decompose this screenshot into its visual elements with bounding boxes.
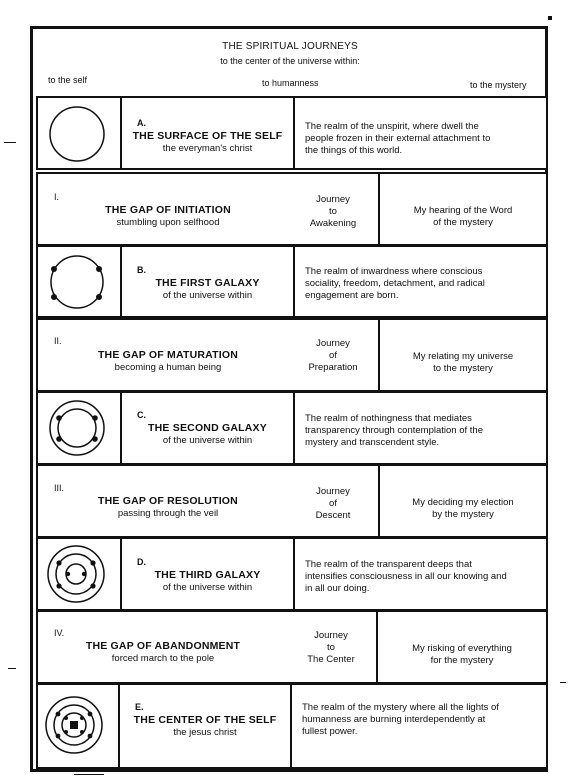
desc-line: fullest power. xyxy=(302,726,358,737)
gap-3-box xyxy=(36,464,380,538)
level-title: THE SECOND GALAXY xyxy=(148,422,267,434)
gap-1-box xyxy=(36,172,380,246)
desc-line: intensifies consciousness in all our knowing and xyxy=(305,571,507,582)
triple-ring-with-dots-icon xyxy=(38,539,120,609)
journey-label xyxy=(288,194,378,230)
gap-title: THE GAP OF INITIATION xyxy=(105,204,231,216)
ring-with-four-dots-icon xyxy=(38,247,120,316)
level-d-desc-box xyxy=(293,537,548,611)
aim-line: My hearing of the Word xyxy=(413,205,513,216)
level-subtitle: of the universe within xyxy=(162,290,253,301)
page-title: THE SPIRITUAL JOURNEYS xyxy=(222,41,358,52)
level-title: THE SURFACE OF THE SELF xyxy=(132,130,283,142)
gap-title: THE GAP OF RESOLUTION xyxy=(98,495,238,507)
gap-title: THE GAP OF ABANDONMENT xyxy=(85,640,241,652)
aim-line: My deciding my election xyxy=(412,497,514,508)
level-d-icon-box xyxy=(36,537,122,611)
desc-line: sociality, freedom, detachment, and radical xyxy=(305,278,485,289)
level-description xyxy=(305,559,538,595)
level-c-icon-box xyxy=(36,391,122,465)
level-title: THE THIRD GALAXY xyxy=(154,569,261,581)
level-letter: D. xyxy=(137,557,146,567)
journey-line: to xyxy=(329,206,337,217)
journey-line: Descent xyxy=(315,510,351,521)
level-description xyxy=(305,266,538,302)
journey-line: Awakening xyxy=(309,218,357,229)
aim-line: of the mystery xyxy=(433,217,493,228)
double-ring-with-dots-icon xyxy=(38,393,120,463)
level-subtitle: of the universe within xyxy=(162,582,253,593)
header-middle-label: to humanness xyxy=(262,78,319,88)
level-b-title-box xyxy=(120,245,295,318)
journey-line: of xyxy=(329,350,337,361)
journey-line: of xyxy=(329,498,337,509)
desc-line: The realm of inwardness where conscious xyxy=(305,266,483,277)
gap-numeral: III. xyxy=(54,483,65,493)
journey-label xyxy=(288,486,378,522)
level-a-title-box xyxy=(120,96,295,170)
journey-line: The Center xyxy=(307,654,355,665)
scan-speck xyxy=(548,16,552,20)
journey-label xyxy=(286,630,376,666)
level-subtitle: the jesus christ xyxy=(173,727,237,738)
header-right-label: to the mystery xyxy=(470,80,527,90)
gap-2-aim-box xyxy=(378,318,548,392)
scan-speck xyxy=(74,774,104,775)
level-c-desc-box xyxy=(293,391,548,465)
journey-line: Journey xyxy=(316,338,350,349)
level-b-desc-box xyxy=(293,245,548,318)
level-subtitle: the everyman's christ xyxy=(162,143,253,154)
scan-speck xyxy=(8,668,16,669)
journey-line: Journey xyxy=(316,194,350,205)
gap-aim xyxy=(378,643,546,667)
scan-speck xyxy=(4,142,16,143)
journey-line: Journey xyxy=(316,486,350,497)
single-ring-icon xyxy=(38,98,120,168)
aim-line: for the mystery xyxy=(430,655,494,666)
level-title: THE FIRST GALAXY xyxy=(155,277,260,289)
aim-line: to the mystery xyxy=(433,363,493,374)
gap-2-box xyxy=(36,318,380,392)
level-description xyxy=(302,702,538,738)
gap-subtitle: becoming a human being xyxy=(114,362,222,373)
gap-numeral: IV. xyxy=(54,628,65,638)
gap-3-aim-box xyxy=(378,464,548,538)
journey-line: Preparation xyxy=(308,362,358,373)
scan-speck xyxy=(560,682,566,683)
gap-aim xyxy=(380,497,546,521)
level-title: THE CENTER OF THE SELF xyxy=(133,714,277,726)
level-letter: E. xyxy=(135,702,144,712)
level-a-desc-box xyxy=(293,96,548,170)
desc-line: The realm of the mystery where all the lights of xyxy=(302,702,499,713)
gap-subtitle: stumbling upon selfhood xyxy=(116,217,220,228)
gap-4-box xyxy=(36,610,378,684)
concentric-center-icon xyxy=(38,685,118,767)
gap-aim xyxy=(380,351,546,375)
page-subtitle: to the center of the universe within: xyxy=(220,56,360,66)
gap-aim xyxy=(380,205,546,229)
journey-label xyxy=(288,338,378,374)
level-description xyxy=(305,121,538,157)
header-left-label: to the self xyxy=(48,75,88,85)
level-letter: C. xyxy=(137,410,146,420)
level-b-icon-box xyxy=(36,245,122,318)
desc-line: The realm of the transparent deeps that xyxy=(305,559,472,570)
desc-line: transparency through contemplation of the xyxy=(305,425,483,436)
desc-line: humanness are burning interdependently at xyxy=(302,714,486,725)
gap-subtitle: passing through the veil xyxy=(117,508,219,519)
aim-line: My risking of everything xyxy=(412,643,512,654)
aim-line: by the mystery xyxy=(432,509,494,520)
level-c-title-box xyxy=(120,391,295,465)
level-letter: B. xyxy=(137,265,146,275)
desc-line: people frozen in their external attachment to xyxy=(305,133,491,144)
level-a-icon-box xyxy=(36,96,122,170)
level-d-title-box xyxy=(120,537,295,611)
journey-line: to xyxy=(327,642,335,653)
level-e-icon-box xyxy=(36,683,120,769)
gap-numeral: II. xyxy=(54,336,62,346)
desc-line: mystery and transcendent style. xyxy=(305,437,440,448)
desc-line: in all our doing. xyxy=(305,583,370,594)
gap-numeral: I. xyxy=(54,192,60,202)
desc-line: the things of this world. xyxy=(305,145,403,156)
desc-line: The realm of the unspirit, where dwell the xyxy=(305,121,479,132)
aim-line: My relating my universe xyxy=(412,351,514,362)
desc-line: engagement are born. xyxy=(305,290,399,301)
desc-line: The realm of nothingness that mediates xyxy=(305,413,472,424)
gap-4-aim-box xyxy=(376,610,548,684)
level-subtitle: of the universe within xyxy=(162,435,253,446)
level-e-desc-box xyxy=(290,683,548,769)
gap-1-aim-box xyxy=(378,172,548,246)
level-e-title-box xyxy=(118,683,292,769)
level-letter: A. xyxy=(137,118,146,128)
journey-line: Journey xyxy=(314,630,348,641)
gap-subtitle: forced march to the pole xyxy=(111,653,215,664)
level-description xyxy=(305,413,538,449)
gap-title: THE GAP OF MATURATION xyxy=(97,349,239,361)
